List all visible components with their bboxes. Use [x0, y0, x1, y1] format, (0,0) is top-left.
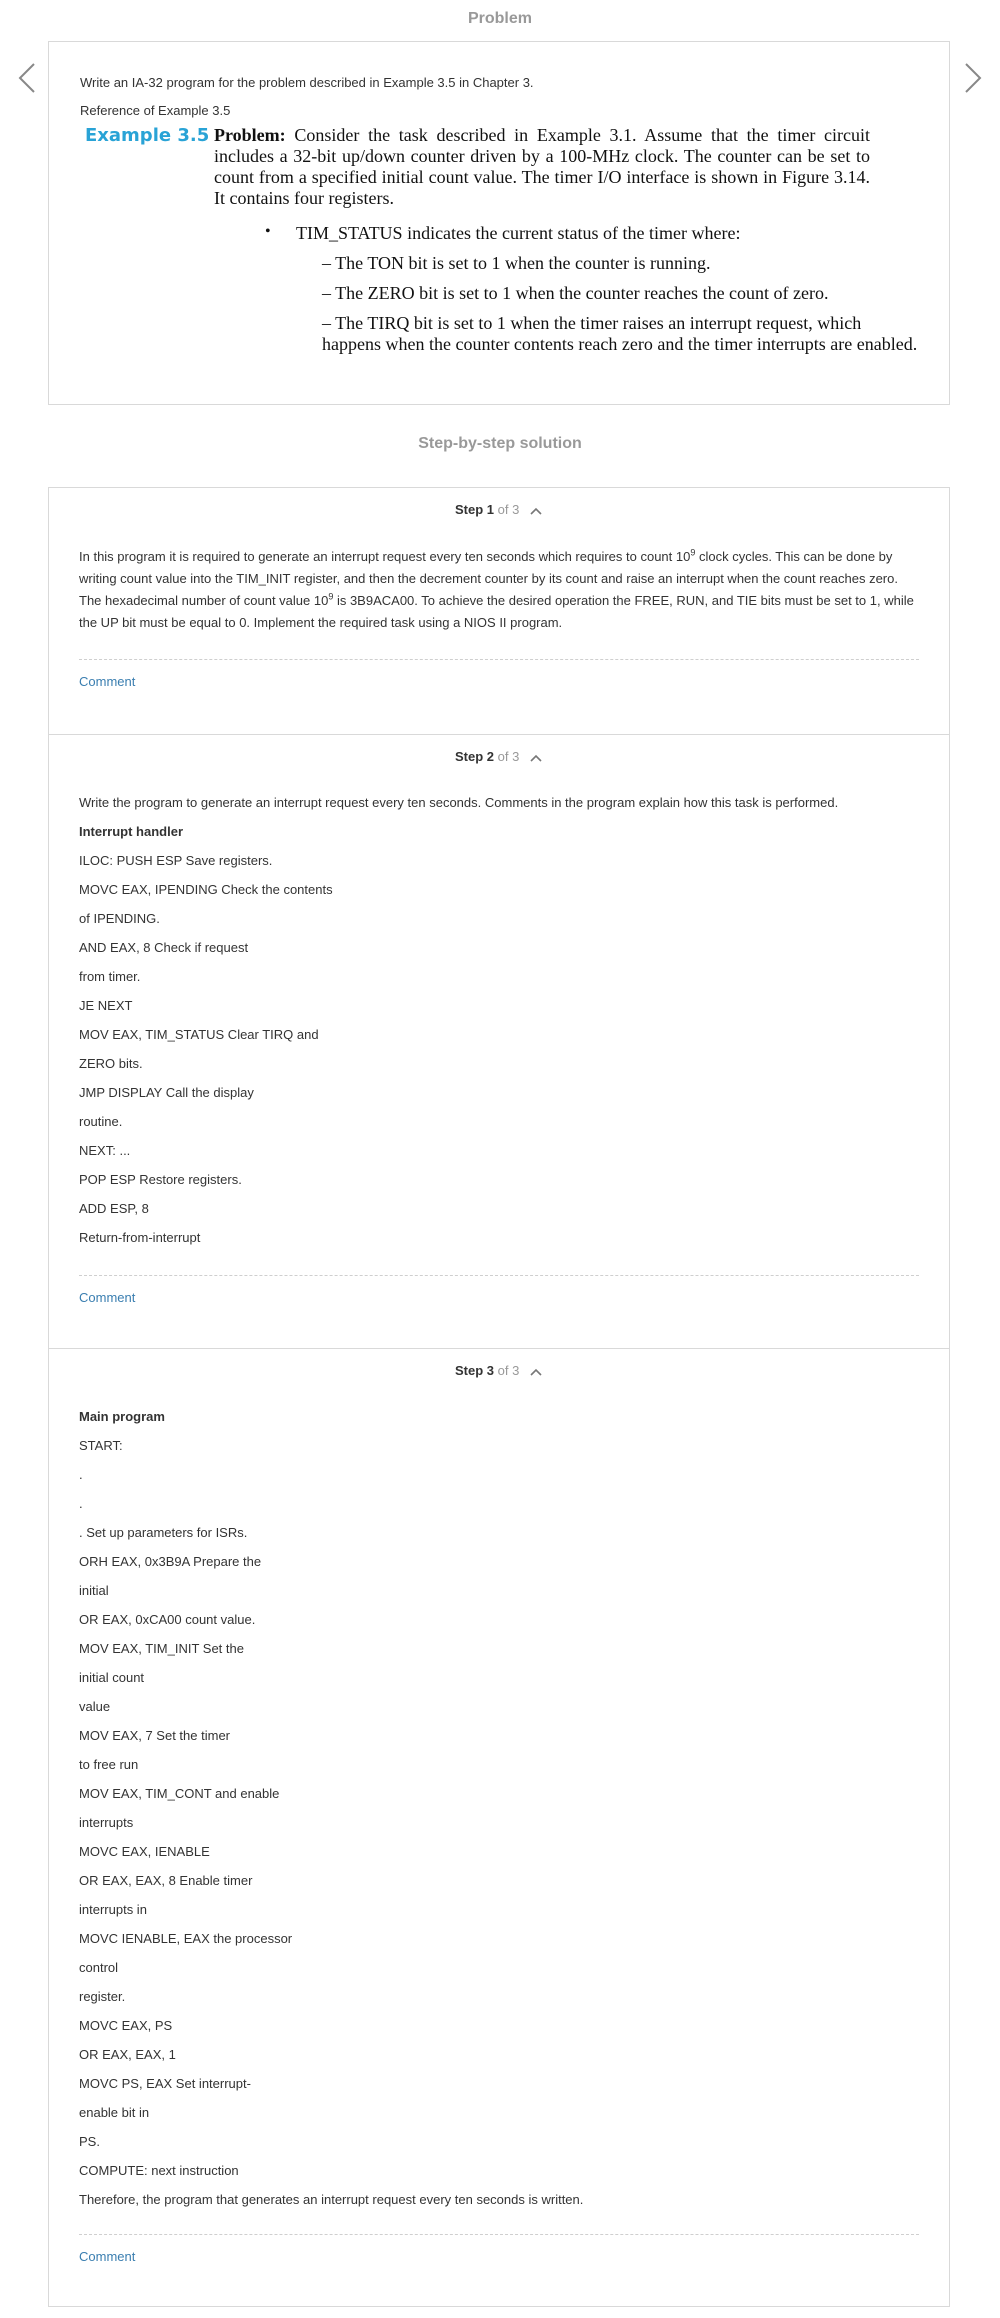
step-2: [49, 734, 949, 1349]
code-line: OR EAX, EAX, 1: [79, 2047, 176, 2062]
exponent: 9: [328, 591, 334, 602]
code-line: value: [79, 1699, 111, 1714]
solution-card: [48, 487, 950, 2307]
comment-link[interactable]: Comment: [79, 674, 136, 689]
code-line: Return-from-interrupt: [79, 1230, 201, 1245]
code-line: OR EAX, 0xCA00 count value.: [79, 1612, 256, 1627]
code-line: register.: [79, 1989, 126, 2004]
code-line: from timer.: [79, 969, 141, 984]
step-count: of 3: [497, 749, 520, 764]
code-line: MOV EAX, 7 Set the timer: [79, 1728, 230, 1743]
step-label: Step 3: [455, 1363, 495, 1378]
code-line: OR EAX, EAX, 8 Enable timer: [79, 1873, 253, 1888]
code-line: MOVC PS, EAX Set interrupt-: [79, 2076, 251, 2091]
chevron-up-icon[interactable]: [529, 506, 543, 516]
step-1-content: [79, 546, 919, 634]
exponent: 9: [690, 547, 696, 558]
code-line: MOVC IENABLE, EAX the processor: [79, 1931, 293, 1946]
code-line: NEXT: ...: [79, 1143, 131, 1158]
comment-link[interactable]: Comment: [79, 2249, 136, 2264]
text-segment: clock cycles. This can be done by writing count value into the TIM_INIT register, and then the decrement counter by its count and raise an interrupt when the count reaches zero. The hexadecimal number of count value 10: [79, 549, 898, 608]
step-3: [49, 1348, 949, 2307]
problem-statement: Write an IA-32 program for the problem described in Example 3.5 in Chapter 3.: [80, 75, 534, 90]
step-header: [49, 749, 949, 764]
code-line: JE NEXT: [79, 998, 133, 1013]
code-line: AND EAX, 8 Check if request: [79, 940, 249, 955]
code-line: ORH EAX, 0x3B9A Prepare the: [79, 1554, 262, 1569]
chevron-left-icon[interactable]: [12, 58, 42, 98]
problem-card: [48, 41, 950, 405]
code-line: MOV EAX, TIM_STATUS Clear TIRQ and: [79, 1027, 319, 1042]
text-segment: In this program it is required to generate an interrupt request every ten seconds which requires to count 10: [79, 549, 691, 564]
step-header: [49, 1363, 949, 1378]
step-header: [49, 502, 949, 517]
divider: [79, 1275, 919, 1276]
code-line: ADD ESP, 8: [79, 1201, 149, 1216]
comment-link[interactable]: Comment: [79, 1290, 136, 1305]
example-body-text: Consider the task described in Example 3.1. Assume that the timer circuit includes a 32-bit up/down counter driven by a 100-MHz clock. The counter can be set to count from a specified initial count value. The timer I/O interface is shown in Figure 3.14. It contains four registers.: [214, 125, 871, 208]
text-segment: is 3B9ACA00. To achieve the desired operation the FREE, RUN, and TIE bits must be set to 1, while the UP bit must be equal to 0. Implement the required task using a NIOS II program.: [79, 593, 914, 630]
code-line: PS.: [79, 2134, 100, 2149]
code-line: COMPUTE: next instruction: [79, 2163, 239, 2178]
bullet-row: [85, 223, 921, 247]
code-line: interrupts: [79, 1815, 134, 1830]
code-line: .: [79, 1496, 83, 1511]
code-line: JMP DISPLAY Call the display: [79, 1085, 254, 1100]
sub-item-zero: – The ZERO bit is set to 1 when the counter reaches the count of zero.: [322, 283, 829, 303]
divider: [79, 659, 919, 660]
chevron-up-icon[interactable]: [529, 1367, 543, 1377]
chevron-up-icon[interactable]: [529, 753, 543, 763]
step-3-content: [79, 1406, 919, 2218]
step-label: Step 1: [455, 502, 495, 517]
conclusion-text: Therefore, the program that generates an interrupt request every ten seconds is written.: [79, 2192, 584, 2207]
code-line: enable bit in: [79, 2105, 150, 2120]
code-line: ILOC: PUSH ESP Save registers.: [79, 853, 273, 868]
bullet-dot-icon: •: [265, 223, 271, 240]
code-line: initial count: [79, 1670, 145, 1685]
problem-heading: Problem: [467, 10, 532, 27]
sub-item-tirq: – The TIRQ bit is set to 1 when the timer raises an interrupt request, which happens when the counter contents reach zero and the timer interrupts are enabled.: [322, 313, 918, 354]
step-label: Step 2: [455, 749, 495, 764]
code-line: MOV EAX, TIM_INIT Set the: [79, 1641, 244, 1656]
sub-item-ton: – The TON bit is set to 1 when the counter is running.: [322, 253, 711, 273]
code-line: MOVC EAX, IENABLE: [79, 1844, 210, 1859]
bullet-text: TIM_STATUS indicates the current status of the timer where:: [296, 223, 741, 243]
step-count: of 3: [497, 1363, 520, 1378]
step-1: [49, 488, 949, 734]
code-line: . Set up parameters for ISRs.: [79, 1525, 248, 1540]
solution-heading: Step-by-step solution: [418, 435, 582, 452]
code-line: Write the program to generate an interrupt request every ten seconds. Comments in the program explain how this task is performed.: [79, 795, 839, 810]
code-line: .: [79, 1467, 83, 1482]
reference-label: Reference of Example 3.5: [80, 103, 231, 118]
example-body: [214, 125, 870, 209]
example-figure: [85, 125, 921, 375]
code-line: of IPENDING.: [79, 911, 160, 926]
code-line: START:: [79, 1438, 123, 1453]
section-label: Main program: [79, 1409, 165, 1424]
example-lead: Problem:: [214, 125, 286, 145]
code-line: MOVC EAX, PS: [79, 2018, 173, 2033]
code-line: control: [79, 1960, 119, 1975]
code-line: MOV EAX, TIM_CONT and enable: [79, 1786, 280, 1801]
code-line: to free run: [79, 1757, 139, 1772]
code-line: POP ESP Restore registers.: [79, 1172, 242, 1187]
divider: [79, 2234, 919, 2235]
code-line: initial: [79, 1583, 109, 1598]
step-2-content: [79, 792, 919, 1256]
section-label: Interrupt handler: [79, 824, 184, 839]
step-count: of 3: [497, 502, 520, 517]
code-line: MOVC EAX, IPENDING Check the contents: [79, 882, 333, 897]
code-line: interrupts in: [79, 1902, 147, 1917]
example-label: Example 3.5: [85, 125, 210, 146]
code-line: routine.: [79, 1114, 123, 1129]
code-line: ZERO bits.: [79, 1056, 143, 1071]
chevron-right-icon[interactable]: [958, 58, 988, 98]
step-1-paragraph: [79, 546, 919, 634]
